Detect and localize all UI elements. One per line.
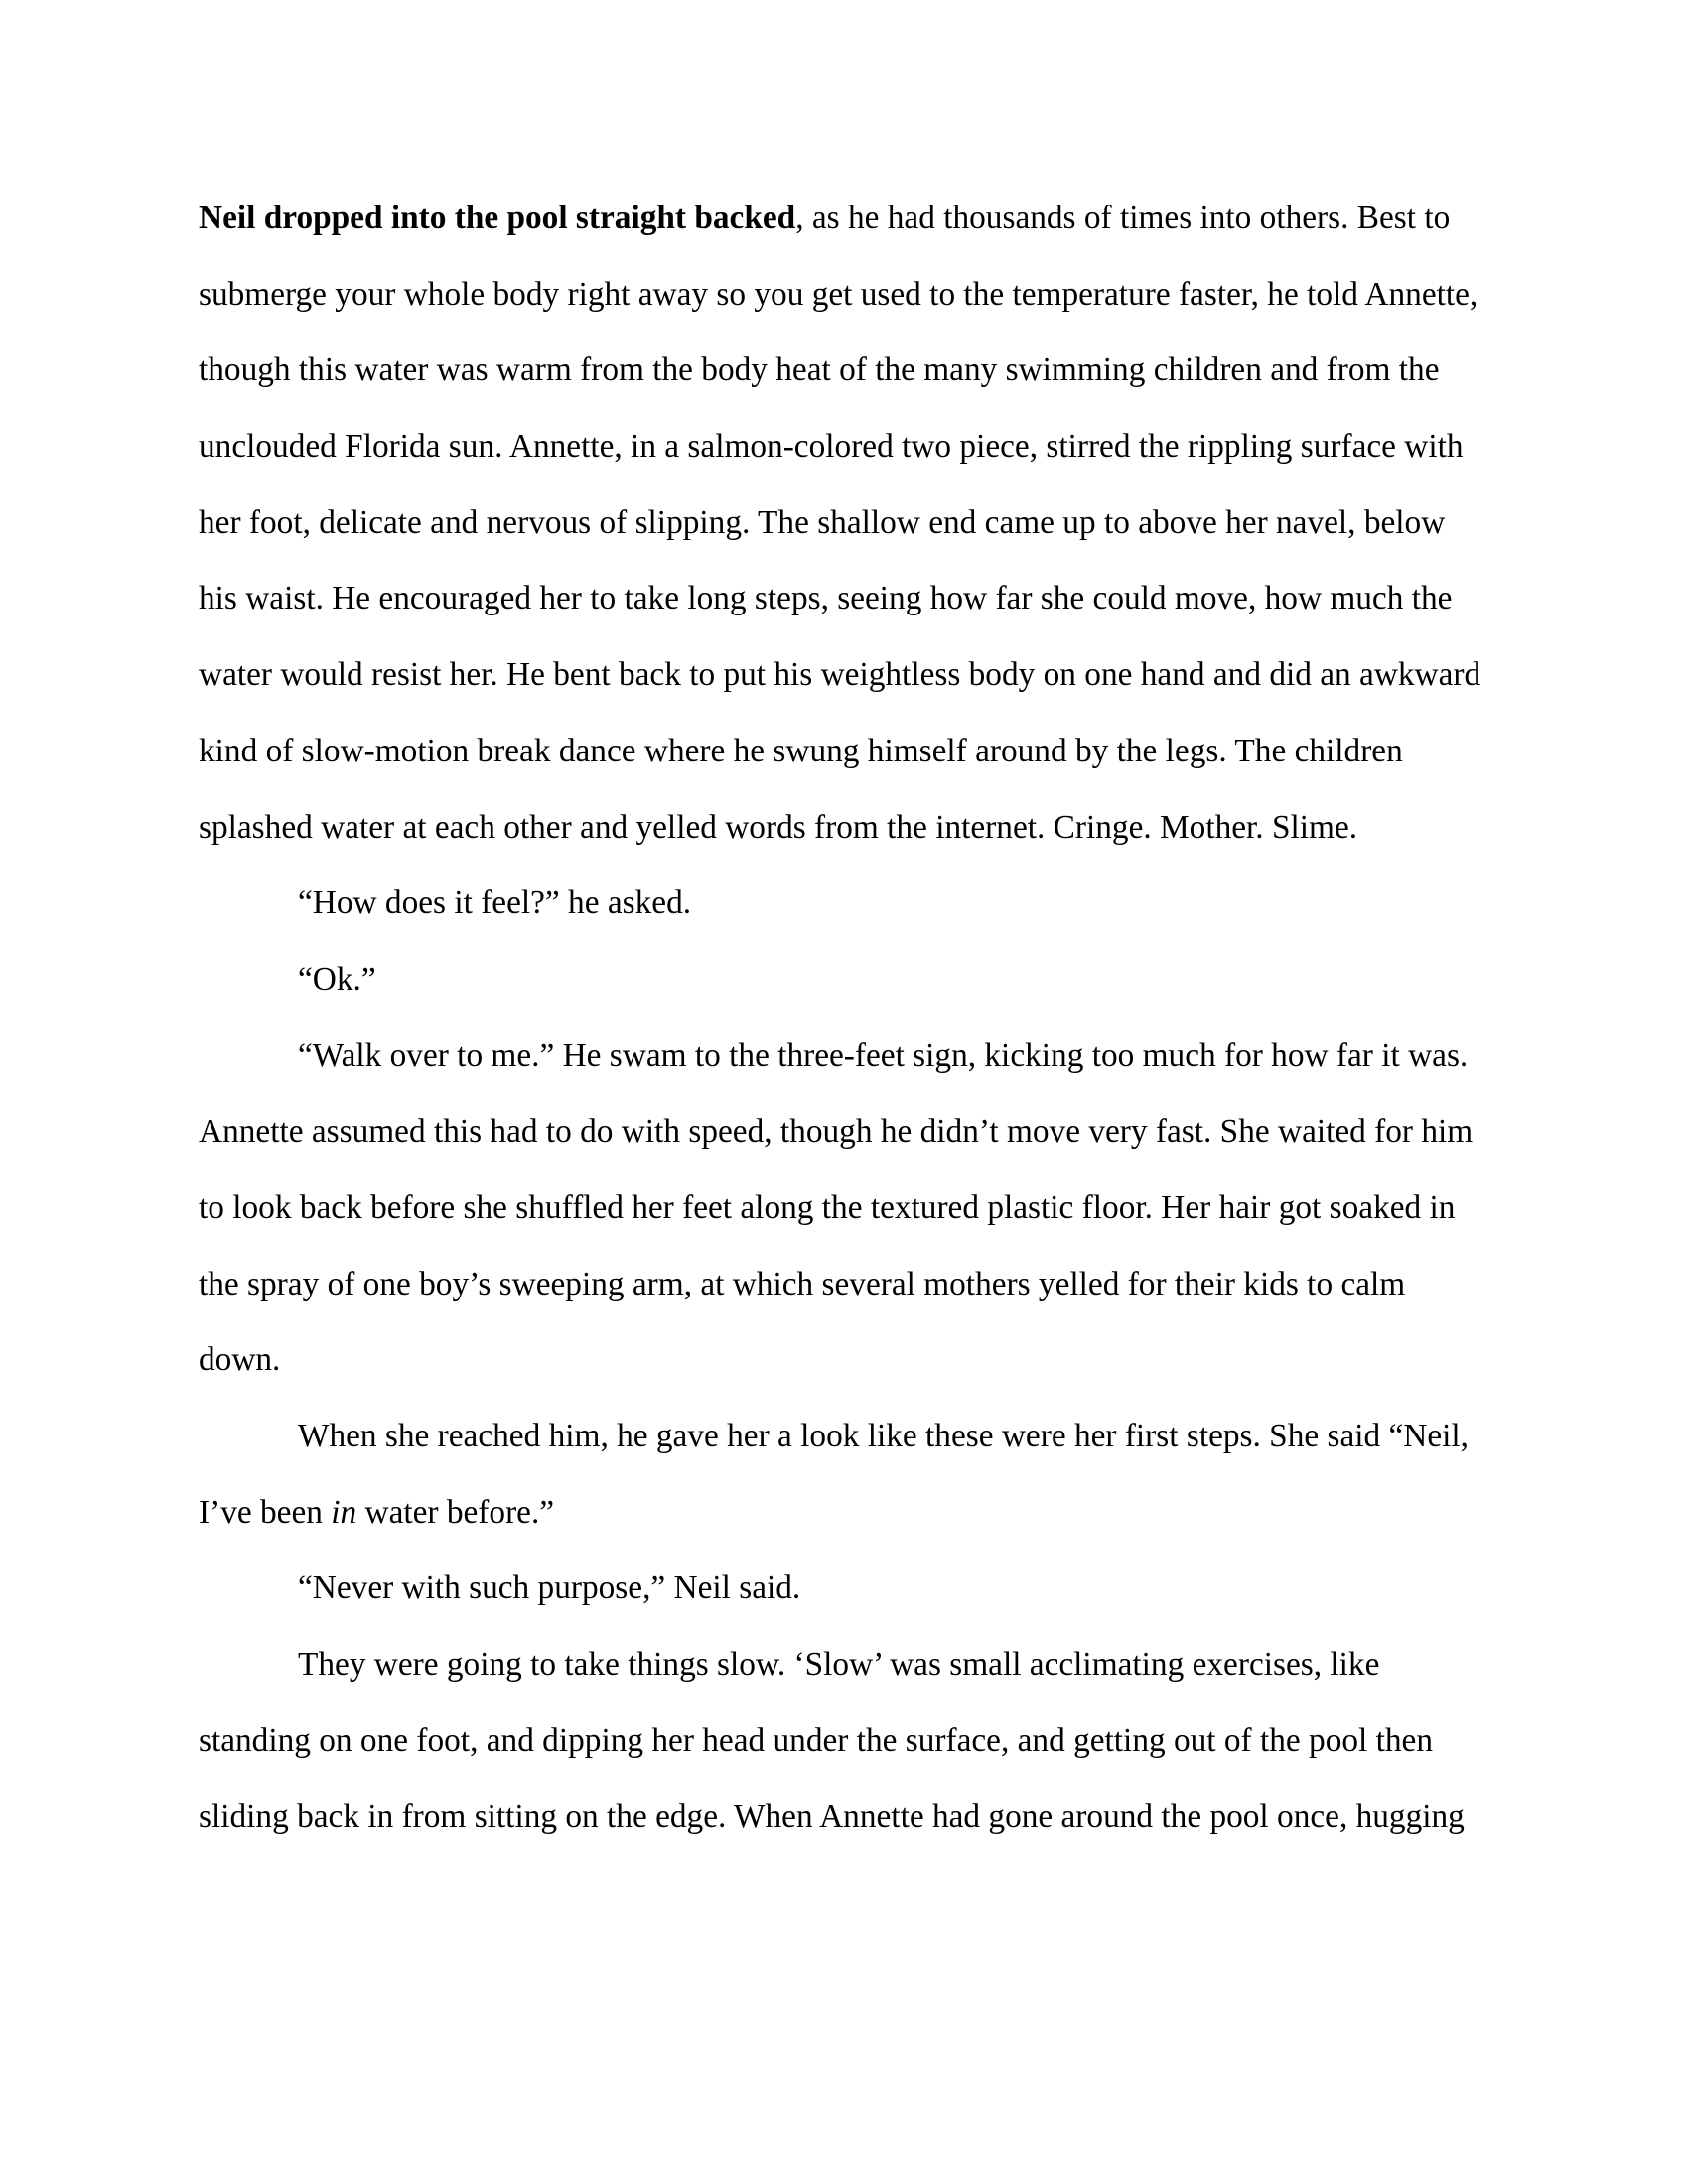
text-line: his waist. He encouraged her to take long steps, seeing how far she could move, how much the xyxy=(199,580,1453,617)
text-line: sliding back in from sitting on the edge. When Annette had gone around the pool once, hugging xyxy=(199,1798,1465,1836)
italic-emphasis: in xyxy=(331,1493,357,1531)
text-line: to look back before she shuffled her feet along the textured plastic floor. Her hair got soaked in xyxy=(199,1188,1456,1226)
text-line: “Walk over to me.” He swam to the three-feet sign, kicking too much for how far it was. xyxy=(298,1036,1469,1074)
text-line: “How does it feel?” he asked. xyxy=(298,885,692,922)
paragraph xyxy=(199,1551,1489,1627)
text-line: “Ok.” xyxy=(298,960,376,998)
text-line: submerge your whole body right away so you get used to the temperature faster, he told Annette, xyxy=(199,275,1478,313)
text-line: her foot, delicate and nervous of slipping. The shallow end came up to above her navel, below xyxy=(199,503,1446,541)
text-line: Annette assumed this had to do with speed, though he didn’t move very fast. She waited for him xyxy=(199,1113,1474,1151)
paragraph xyxy=(199,1399,1489,1551)
text-line: though this water was warm from the body heat of the many swimming children and from the xyxy=(199,351,1440,389)
text-line: water would resist her. He bent back to put his weightless body on one hand and did an awkward xyxy=(199,656,1481,694)
paragraph xyxy=(199,942,1489,1019)
paragraph xyxy=(199,1627,1489,1855)
text-line: When she reached him, he gave her a look like these were her first steps. She said “Neil, xyxy=(298,1418,1470,1454)
text-line: I’ve been in water before.” xyxy=(199,1493,555,1531)
text-line: They were going to take things slow. ‘Slow’ was small acclimating exercises, like xyxy=(298,1646,1380,1684)
story-body xyxy=(199,181,1489,1855)
paragraph xyxy=(199,866,1489,942)
text-line: “Never with such purpose,” Neil said. xyxy=(298,1570,801,1607)
text-line: down. xyxy=(199,1341,281,1379)
text-line: unclouded Florida sun. Annette, in a salmon-colored two piece, stirred the rippling surface with xyxy=(199,428,1464,466)
text-line: kind of slow-motion break dance where he swung himself around by the legs. The children xyxy=(199,732,1403,769)
text-line: Neil dropped into the pool straight backed, as he had thousands of times into others. Best to xyxy=(199,200,1451,236)
text-line: the spray of one boy’s sweeping arm, at which several mothers yelled for their kids to calm xyxy=(199,1265,1406,1302)
paragraph xyxy=(199,1019,1489,1399)
paragraph xyxy=(199,181,1489,866)
text-line: splashed water at each other and yelled words from the internet. Cringe. Mother. Slime. xyxy=(199,808,1358,846)
text-line: standing on one foot, and dipping her head under the surface, and getting out of the pool then xyxy=(199,1721,1434,1759)
bold-opening-phrase: Neil dropped into the pool straight backed xyxy=(199,200,796,236)
